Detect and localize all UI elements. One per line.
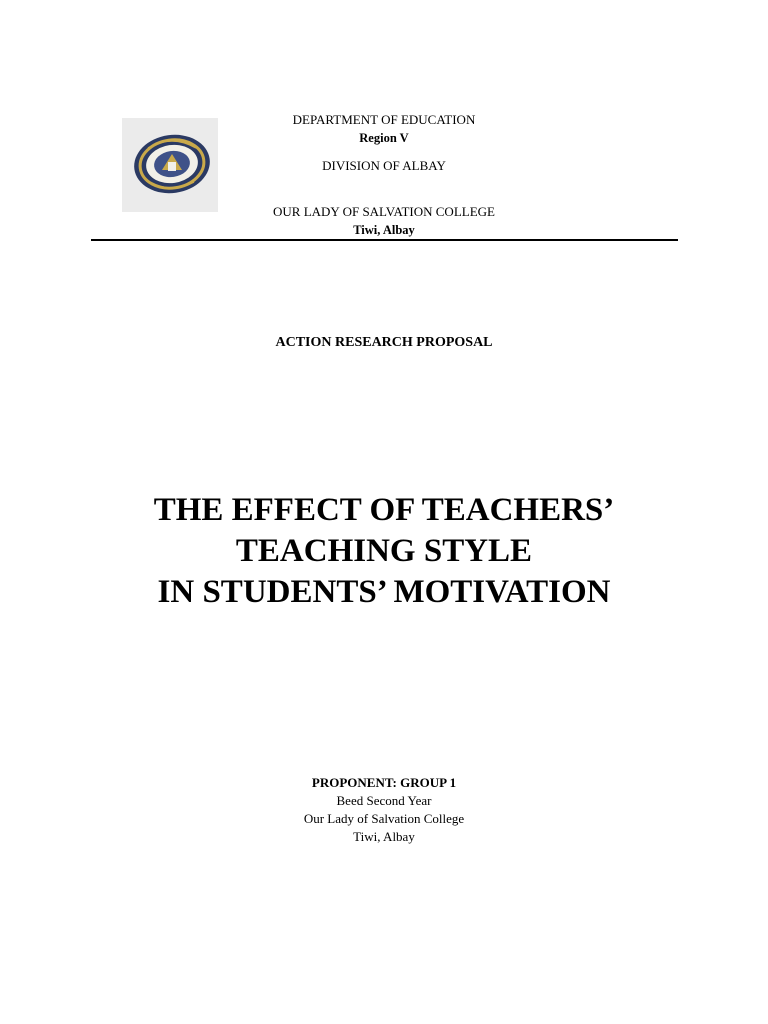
division-heading: DIVISION OF ALBAY bbox=[322, 158, 446, 173]
department-heading: DEPARTMENT OF EDUCATION bbox=[292, 112, 476, 127]
proponent-course: Beed Second Year bbox=[336, 793, 432, 808]
document-type-label: ACTION RESEARCH PROPOSAL bbox=[275, 335, 493, 350]
college-heading: OUR LADY OF SALVATION COLLEGE bbox=[273, 204, 495, 219]
proponent-town: Tiwi, Albay bbox=[353, 829, 415, 844]
header-divider bbox=[91, 239, 678, 241]
town-heading: Tiwi, Albay bbox=[353, 223, 415, 237]
proponent-label: PROPONENT: GROUP 1 bbox=[311, 775, 457, 790]
proponent-school: Our Lady of Salvation College bbox=[303, 811, 465, 826]
title-line-2: TEACHING STYLE bbox=[235, 533, 533, 569]
region-heading: Region V bbox=[359, 131, 409, 145]
research-title bbox=[0, 490, 768, 613]
title-line-3: IN STUDENTS’ MOTIVATION bbox=[157, 574, 611, 610]
title-line-1: THE EFFECT OF TEACHERS’ bbox=[153, 492, 615, 528]
